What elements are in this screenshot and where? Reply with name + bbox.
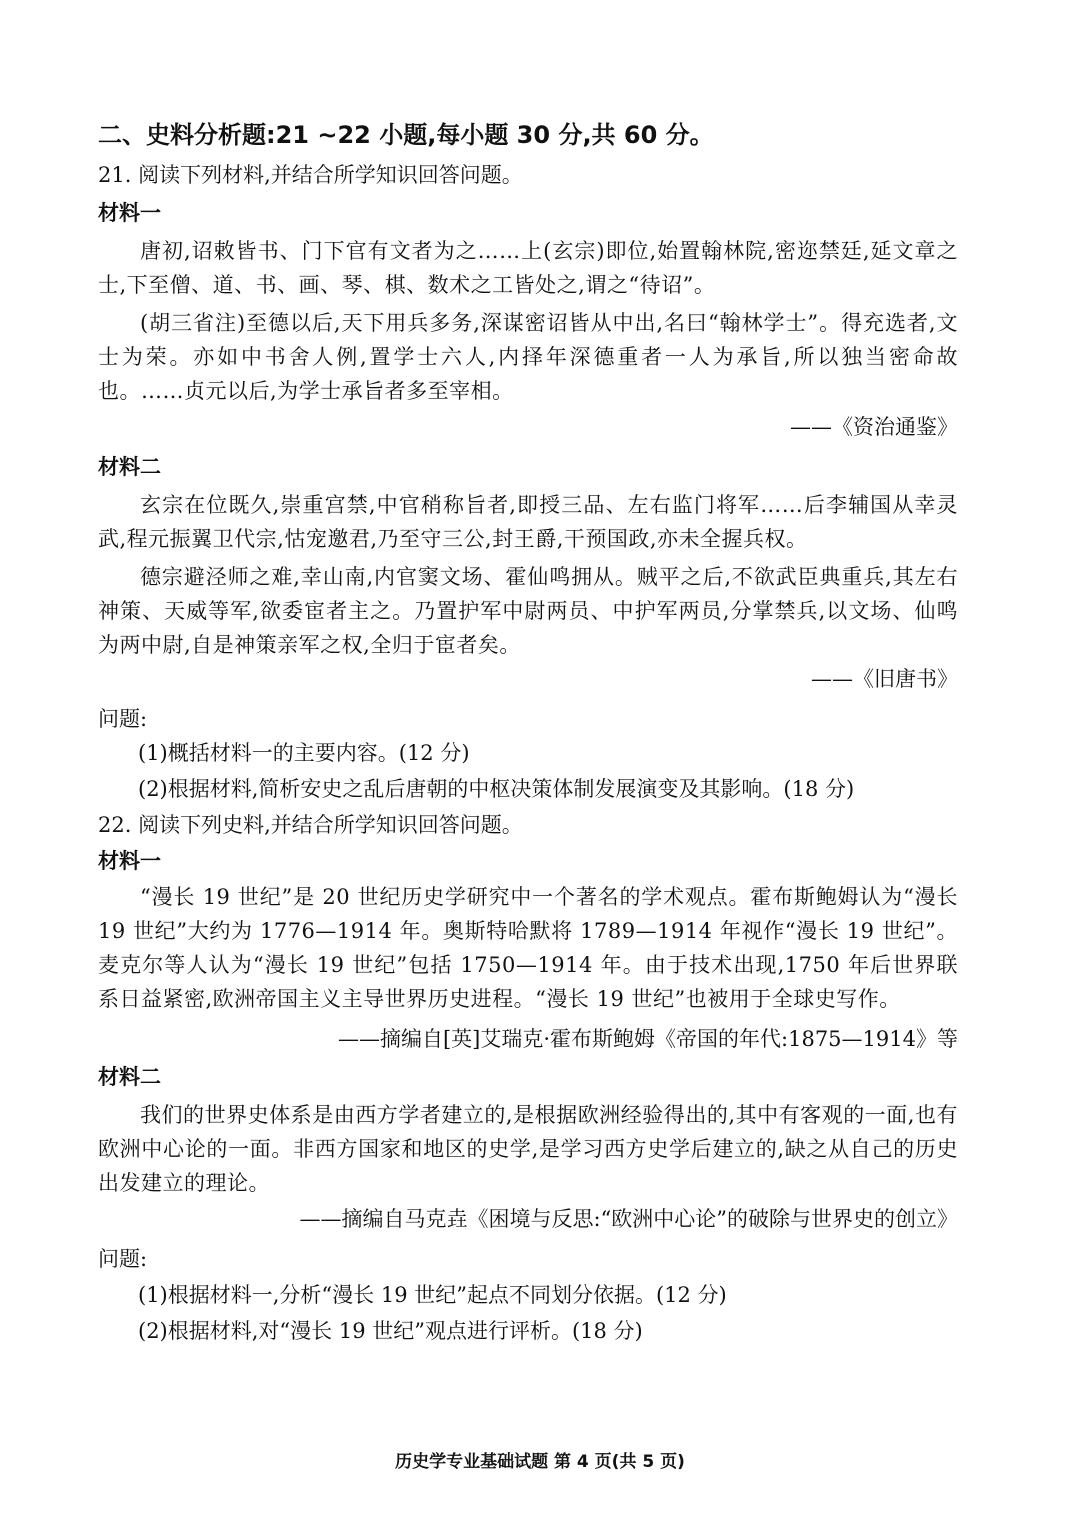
question-22-prompt: 22. 阅读下列史料,并结合所学知识回答问题。: [98, 813, 523, 837]
q21-questions-label: 问题:: [98, 707, 148, 731]
section-title: 二、史料分析题:21 ~22 小题,每小题 30 分,共 60 分。: [98, 121, 714, 149]
q22-material-1-paragraph-1: “漫长 19 世纪”是 20 世纪历史学研究中一个著名的学术观点。霍布斯鲍姆认为“漫长 19 世纪”大约为 1776—1914 年。奥斯特哈默将 1789—1914 年视作“漫长 19 世纪”。麦克尔等人认为“漫长 19 世纪”包括 1750—1914 年。由于技术出现,1750 年后世界联系日益紧密,欧洲帝国主义主导世界历史进程。“漫长 19 世纪”也被用于全球史写作。: [98, 885, 958, 1011]
q21-material-2-source: ——《旧唐书》: [811, 667, 958, 691]
page-footer: 历史学专业基础试题 第 4 页(共 5 页): [395, 1452, 685, 1472]
q22-question-2: (2)根据材料,对“漫长 19 世纪”观点进行评析。(18 分): [138, 1319, 643, 1343]
q22-material-2-paragraph-1: 我们的世界史体系是由西方学者建立的,是根据欧洲经验得出的,其中有客观的一面,也有欧洲中心论的一面。非西方国家和地区的史学,是学习西方史学后建立的,缺之从自己的历史出发建立的理论。: [98, 1103, 958, 1195]
q22-material-2-source: ——摘编自马克垚《困境与反思:“欧洲中心论”的破除与世界史的创立》: [299, 1207, 958, 1231]
q21-material-2-paragraph-2: 德宗避泾师之难,幸山南,内官窦文场、霍仙鸣拥从。贼平之后,不欲武臣典重兵,其左右神策、天威等军,欲委宦者主之。乃置护军中尉两员、中护军两员,分掌禁兵,以文场、仙鸣为两中尉,自是神策亲军之权,全归于宦者矣。: [98, 565, 958, 657]
q22-material-1-source: ——摘编自[英]艾瑞克·霍布斯鲍姆《帝国的年代:1875—1914》等: [337, 1027, 958, 1051]
q21-material-2-label: 材料二: [98, 455, 161, 479]
q22-material-1-label: 材料一: [98, 849, 161, 873]
q21-material-1-label: 材料一: [98, 201, 161, 225]
q21-material-1-source: ——《资治通鉴》: [790, 415, 958, 439]
q21-material-2-paragraph-1: 玄宗在位既久,崇重宫禁,中官稍称旨者,即授三品、左右监门将军……后李辅国从幸灵武,程元振翼卫代宗,怙宠邀君,乃至守三公,封王爵,干预国政,亦未全握兵权。: [98, 493, 958, 551]
question-21-prompt: 21. 阅读下列材料,并结合所学知识回答问题。: [98, 163, 523, 187]
q21-question-1: (1)概括材料一的主要内容。(12 分): [138, 741, 470, 765]
q21-question-2: (2)根据材料,简析安史之乱后唐朝的中枢决策体制发展演变及其影响。(18 分): [138, 777, 855, 801]
q22-question-1: (1)根据材料一,分析“漫长 19 世纪”起点不同划分依据。(12 分): [138, 1283, 727, 1307]
q21-material-1-paragraph-2: (胡三省注)至德以后,天下用兵多务,深谋密诏皆从中出,名曰“翰林学士”。得充选者,文士为荣。亦如中书舍人例,置学士六人,内择年深德重者一人为承旨,所以独当密命故也。……贞元以后,为学士承旨者多至宰相。: [98, 311, 958, 403]
q21-material-1-paragraph-1: 唐初,诏敕皆书、门下官有文者为之……上(玄宗)即位,始置翰林院,密迩禁廷,延文章之士,下至僧、道、书、画、琴、棋、数术之工皆处之,谓之“待诏”。: [98, 239, 958, 297]
q22-material-2-label: 材料二: [98, 1065, 161, 1089]
q22-questions-label: 问题:: [98, 1247, 148, 1271]
